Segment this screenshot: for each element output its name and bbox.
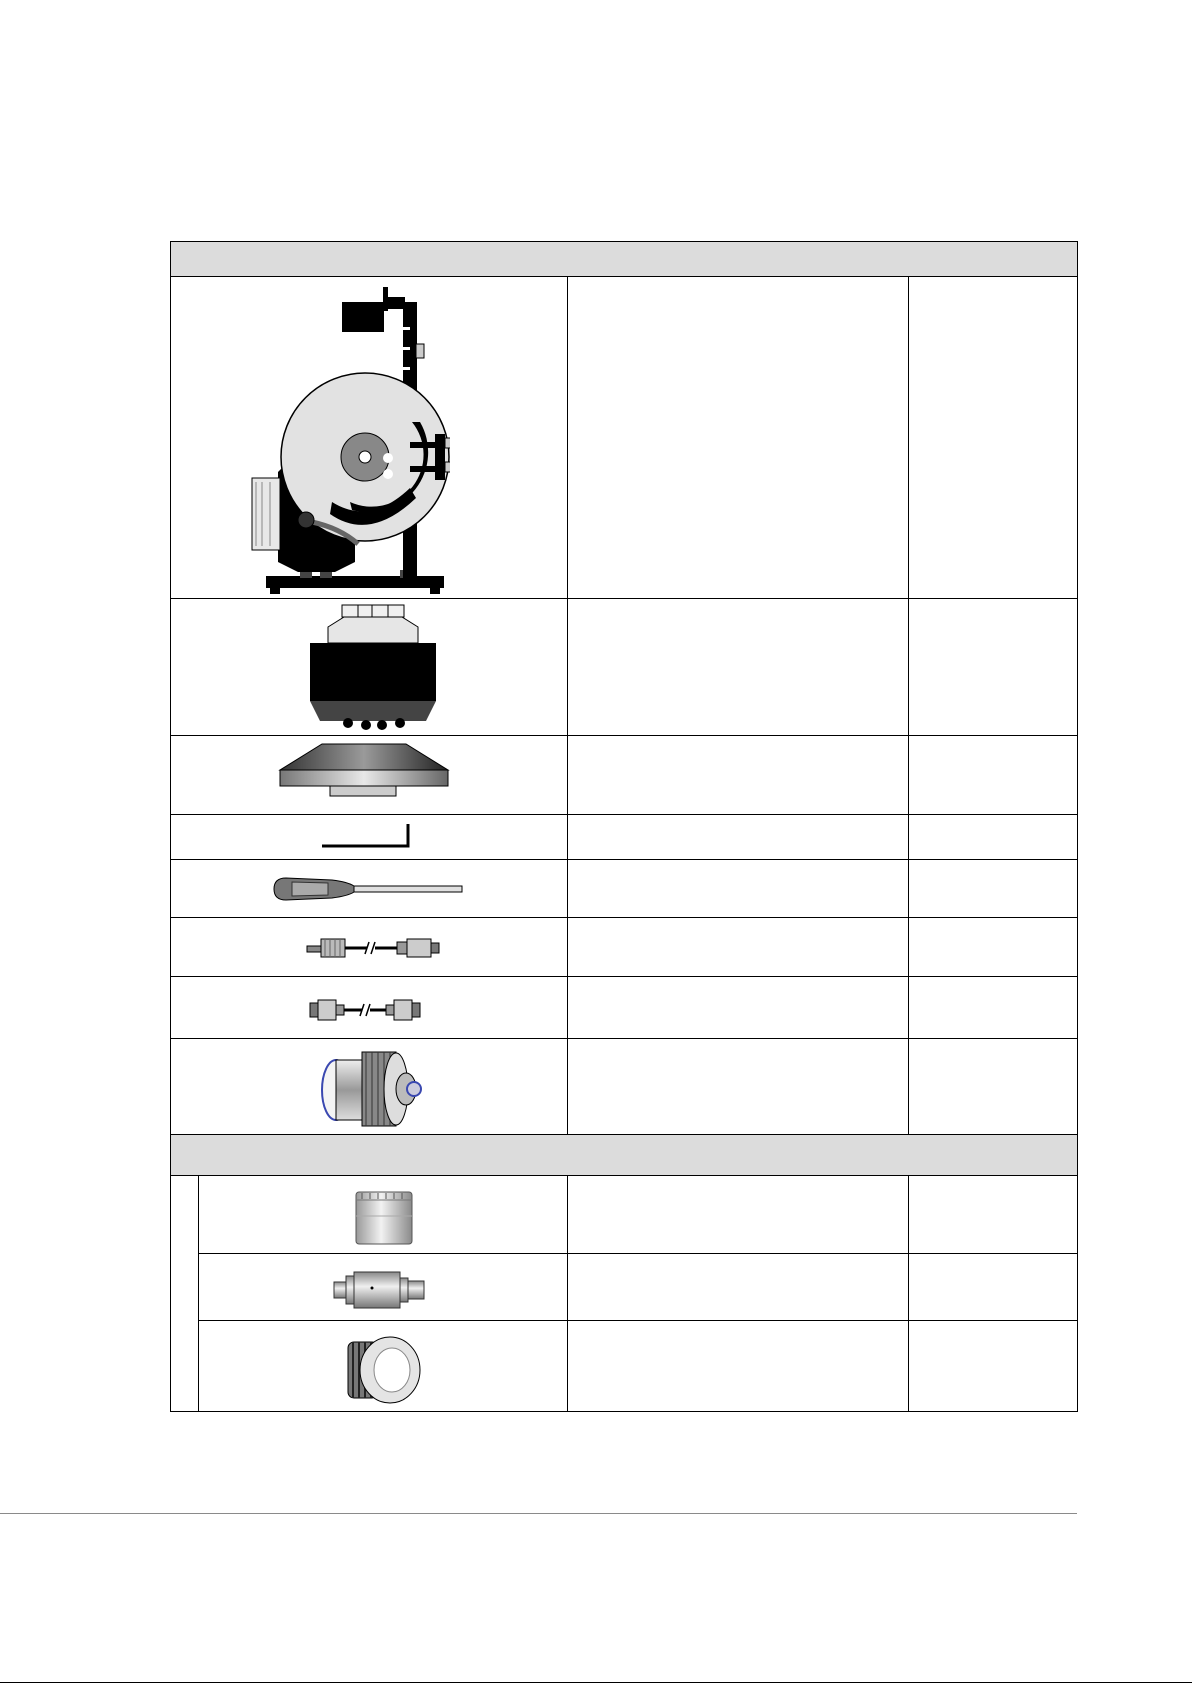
bnc-cable-image (308, 996, 422, 1024)
cylindrical-connector-image (332, 1270, 428, 1310)
bottom-rule (0, 1682, 1192, 1683)
instrument-assembly-image (240, 282, 450, 598)
section-1-header (171, 242, 1077, 276)
cable-adapter-connector-image (305, 934, 441, 962)
section-2-header (171, 1135, 1077, 1175)
knurled-sleeve-image (352, 1190, 416, 1246)
screwdriver-image (270, 872, 466, 906)
cylindrical-housing-image (308, 603, 438, 733)
threaded-ring-image (340, 1334, 424, 1406)
hex-key-image (320, 820, 414, 850)
conical-base-plate-image (278, 740, 450, 804)
threaded-adapter-assembly-image (316, 1046, 428, 1132)
footer-rule (0, 1513, 1077, 1514)
